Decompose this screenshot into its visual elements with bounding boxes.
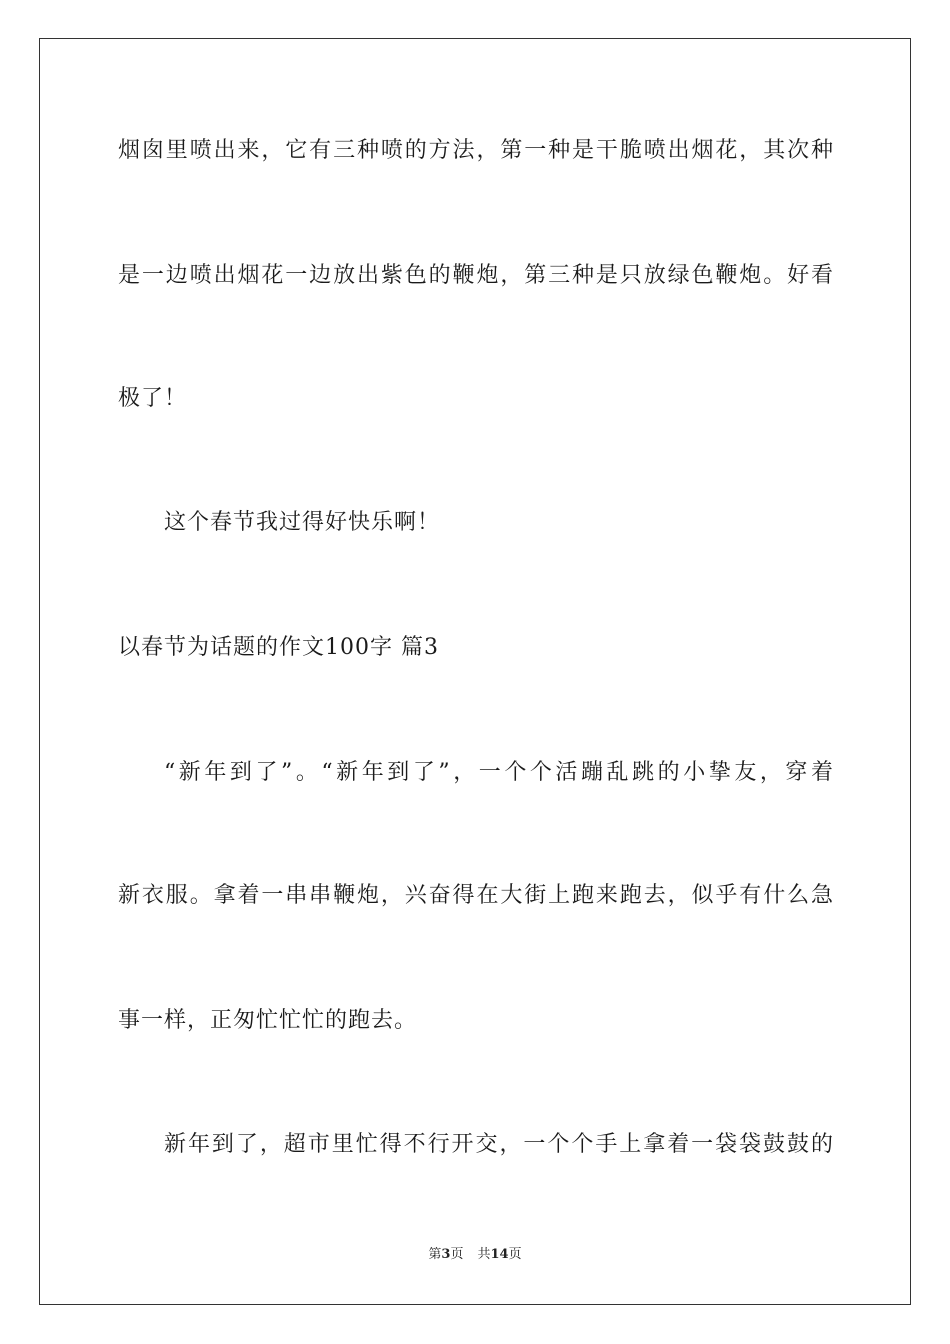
paragraph-line-3: 极了！ — [118, 386, 188, 411]
footer-total-prefix: 共 — [477, 1247, 491, 1262]
footer-total-pages: 14 — [490, 1247, 509, 1262]
section-heading: 以春节为话题的作文100字 篇3 — [118, 635, 439, 660]
paragraph-line-7: 事一样，正匆忙忙忙的跑去。 — [118, 1008, 418, 1033]
footer-page-suffix: 页 — [450, 1247, 464, 1262]
page-footer — [0, 1246, 950, 1264]
footer-page-prefix: 第 — [428, 1247, 442, 1262]
paragraph-line-6: 新衣服。拿着一串串鞭炮，兴奋得在大街上跑来跑去，似乎有什么急 — [118, 883, 834, 908]
paragraph-line-2: 是一边喷出烟花一边放出紫色的鞭炮，第三种是只放绿色鞭炮。好看 — [118, 263, 834, 288]
page-border — [39, 38, 911, 1305]
footer-total-suffix: 页 — [508, 1247, 522, 1262]
paragraph-line-8: 新年到了，超市里忙得不行开交，一个个手上拿着一袋袋鼓鼓的 — [164, 1132, 834, 1157]
paragraph-line-4: 这个春节我过得好快乐啊！ — [164, 510, 441, 535]
paragraph-line-5: “新年到了”。“新年到了”，一个个活蹦乱跳的小挚友，穿着 — [164, 760, 834, 785]
footer-page-number: 3 — [441, 1247, 451, 1262]
paragraph-line-1: 烟囱里喷出来，它有三种喷的方法，第一种是干脆喷出烟花，其次种 — [118, 138, 834, 163]
